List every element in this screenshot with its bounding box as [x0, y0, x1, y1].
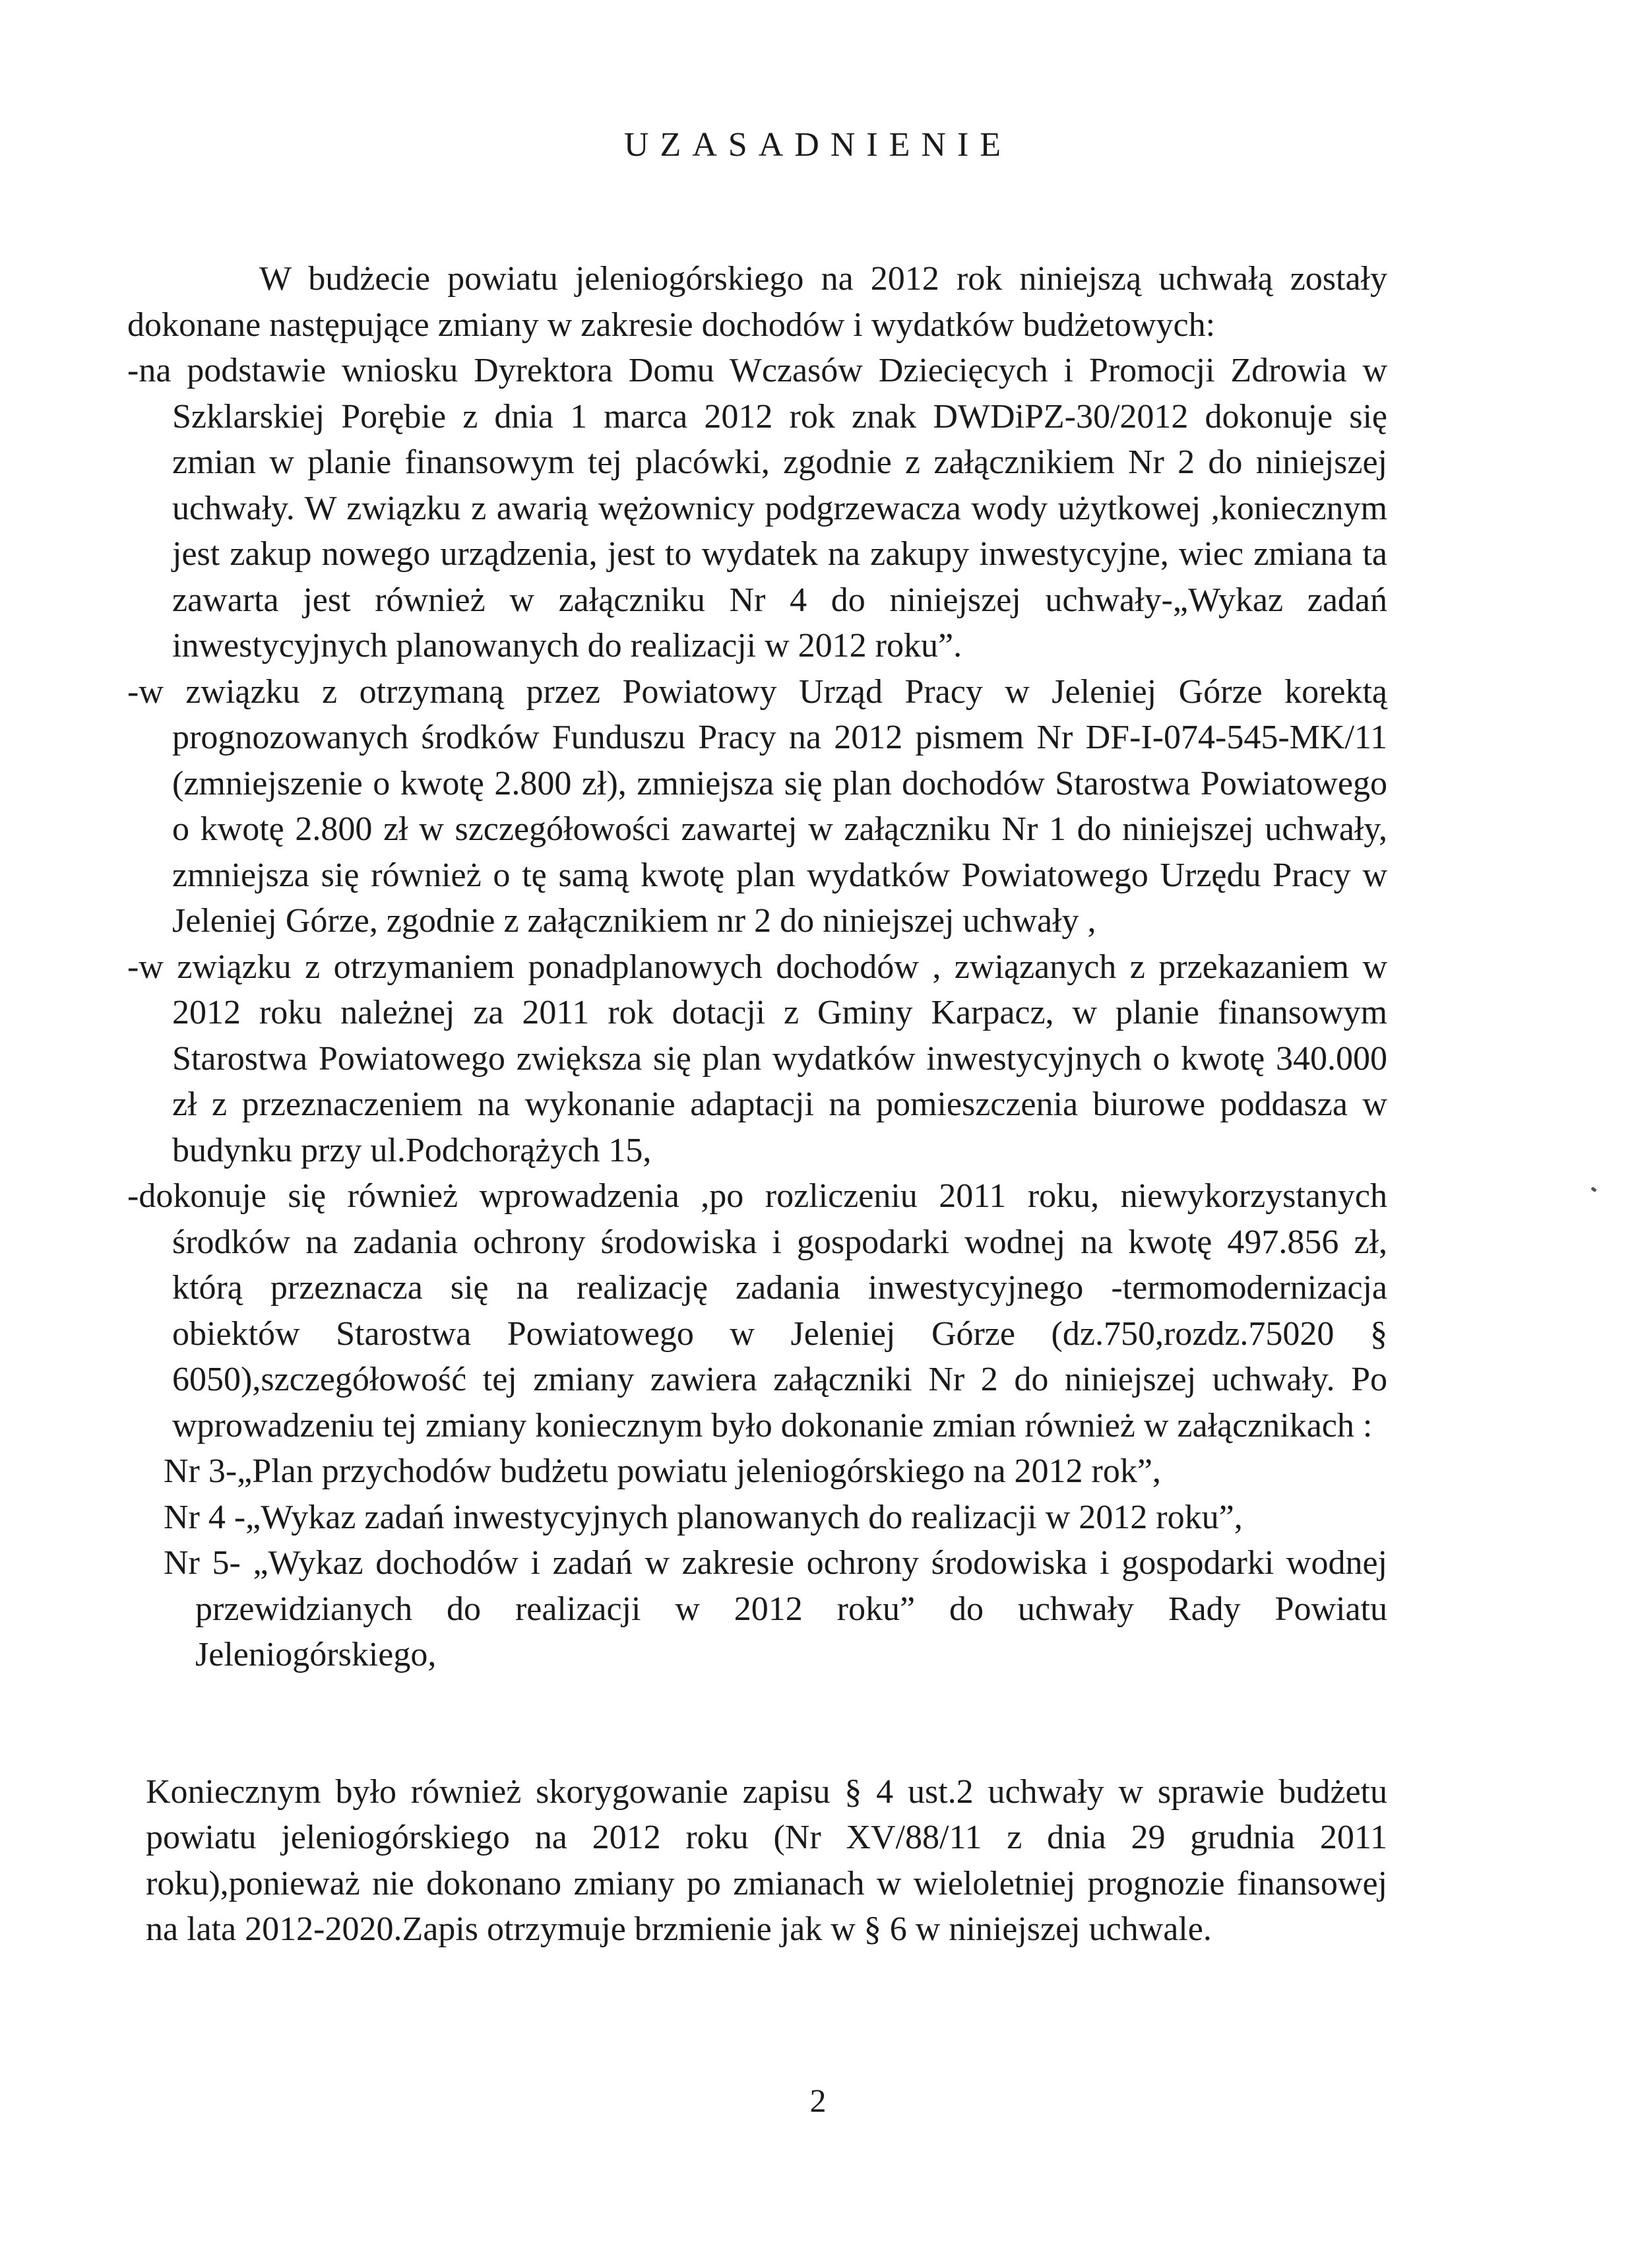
- attachment-item: Nr 5- „Wykaz dochodów i zadań w zakresie ochrony środowiska i gospodarki wodnej przewidzianych do realizacji w 2012 roku” do uchwały Rady Powiatu Jeleniogórskiego,: [164, 1544, 1387, 1673]
- intro-paragraph: W budżecie powiatu jeleniogórskiego na 2012 rok niniejszą uchwałą zostały dokonane następujące zmiany w zakresie dochodów i wydatków budżetowych:: [127, 260, 1387, 344]
- attachment-item: Nr 3-„Plan przychodów budżetu powiatu jeleniogórskiego na 2012 rok”,: [164, 1452, 1161, 1490]
- list-item: -na podstawie wniosku Dyrektora Domu Wczasów Dziecięcych i Promocji Zdrowia w Szklarskiej Porębie z dnia 1 marca 2012 rok znak DWDiPZ-30/2012 dokonuje się zmian w planie finansowym tej placówki, zgodnie z załącznikiem Nr 2 do niniejszej uchwały. W związku z awarią wężownicy podgrzewacza wody użytkowej ,koniecznym jest zakup nowego urządzenia, jest to wydatek na zakupy inwestycyjne, wiec zmiana ta zawarta jest również w załączniku Nr 4 do niniejszej uchwały-„Wykaz zadań inwestycyjnych planowanych do realizacji w 2012 roku”.: [127, 352, 1387, 664]
- attachment-item: Nr 4 -„Wykaz zadań inwestycyjnych planowanych do realizacji w 2012 roku”,: [164, 1498, 1243, 1536]
- page-number: 2: [809, 2082, 827, 2119]
- document-title: UZASADNIENIE: [623, 126, 1013, 164]
- list-item: -w związku z otrzymaniem ponadplanowych dochodów , związanych z przekazaniem w 2012 roku należnej za 2011 rok dotacji z Gminy Karpacz, w planie finansowym Starostwa Powiatowego zwiększa się plan wydatków inwestycyjnych o kwotę 340.000 zł z przeznaczeniem na wykonanie adaptacji na pomieszczenia biurowe poddasza w budynku przy ul.Podchorążych 15,: [127, 948, 1387, 1169]
- document-body: [127, 256, 1387, 1953]
- list-item: -w związku z otrzymaną przez Powiatowy Urząd Pracy w Jeleniej Górze korektą prognozowanych środków Funduszu Pracy na 2012 pismem Nr DF-I-074-545-MK/11 (zmniejszenie o kwotę 2.800 zł), zmniejsza się plan dochodów Starostwa Powiatowego o kwotę 2.800 zł w szczegółowości zawartej w załączniku Nr 1 do niniejszej uchwały, zmniejsza się również o tę samą kwotę plan wydatków Powiatowego Urzędu Pracy w Jeleniej Górze, zgodnie z załącznikiem nr 2 do niniejszej uchwały ,: [127, 672, 1387, 940]
- scan-speck: [1590, 1186, 1596, 1192]
- closing-paragraph: Koniecznym było również skorygowanie zapisu § 4 ust.2 uchwały w sprawie budżetu powiatu jeleniogórskiego na 2012 roku (Nr XV/88/11 z dnia 29 grudnia 2011 roku),ponieważ nie dokonano zmiany po zmianach w wieloletniej prognozie finansowej na lata 2012-2020.Zapis otrzymuje brzmienie jak w § 6 w niniejszej uchwale.: [146, 1772, 1387, 1948]
- list-item: -dokonuje się również wprowadzenia ,po rozliczeniu 2011 roku, niewykorzystanych środków na zadania ochrony środowiska i gospodarki wodnej na kwotę 497.856 zł, którą przeznacza się na realizację zadania inwestycyjnego -termomodernizacja obiektów Starostwa Powiatowego w Jeleniej Górze (dz.750,rozdz.75020 § 6050),szczegółowość tej zmiany zawiera załączniki Nr 2 do niniejszej uchwały. Po wprowadzeniu tej zmiany koniecznym było dokonanie zmian również w załącznikach :: [127, 1177, 1387, 1444]
